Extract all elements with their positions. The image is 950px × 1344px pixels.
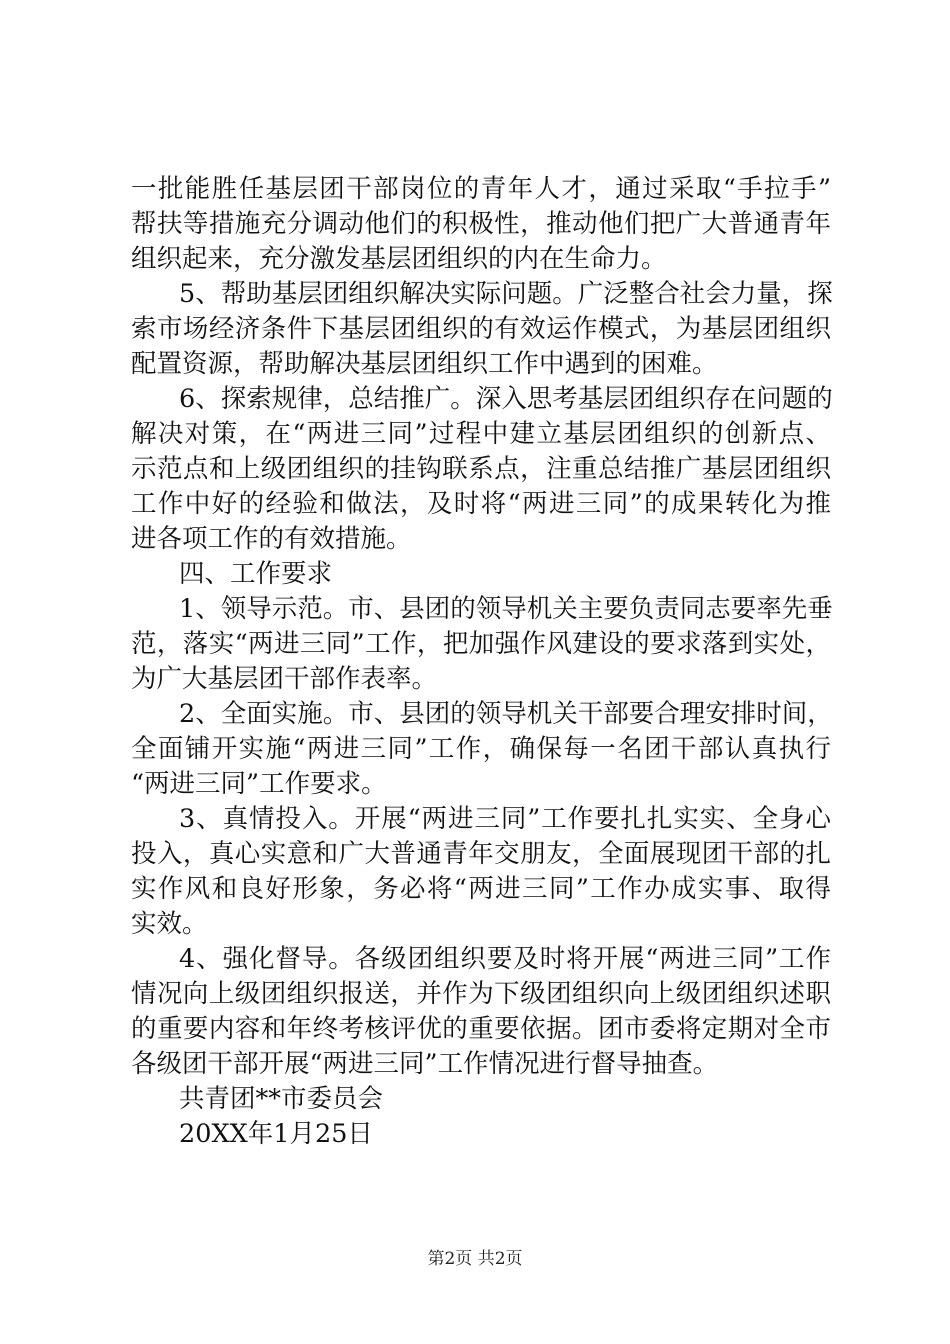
text-line: 进各项工作的有效措施。	[131, 524, 412, 554]
text-line: 索市场经济条件下基层团组织的有效运作模式，为基层团组织	[131, 314, 831, 344]
text-line: 四、工作要求	[179, 559, 333, 589]
text-line: 一批能胜任基层团干部岗位的青年人才，通过采取“手拉手”	[131, 174, 831, 204]
text-line: 2、全面实施。市、县团的领导机关干部要合理安排时间，	[179, 699, 833, 729]
text-line: “两进三同”工作要求。	[131, 769, 387, 799]
text-line: 解决对策，在“两进三同”过程中建立基层团组织的创新点、	[131, 419, 831, 449]
text-line: 1、领导示范。市、县团的领导机关主要负责同志要率先垂	[179, 594, 833, 624]
text-line: 共青团**市委员会	[179, 1084, 384, 1114]
text-line: 全面铺开实施“两进三同”工作，确保每一名团干部认真执行	[131, 734, 831, 764]
text-line: 20XX年1月25日	[179, 1119, 373, 1149]
text-line: 情况向上级团组织报送，并作为下级团组织向上级团组织述职	[131, 979, 831, 1009]
text-line: 帮扶等措施充分调动他们的积极性，推动他们把广大普通青年	[131, 209, 831, 239]
text-line: 3、真情投入。开展“两进三同”工作要扎扎实实、全身心	[179, 804, 831, 834]
text-line: 6、探索规律，总结推广。深入思考基层团组织存在问题的	[179, 384, 833, 414]
document-body	[131, 172, 831, 1152]
text-line: 配置资源，帮助解决基层团组织工作中遇到的困难。	[131, 349, 718, 379]
text-line: 组织起来，充分激发基层团组织的内在生命力。	[131, 244, 667, 274]
text-line: 4、强化督导。各级团组织要及时将开展“两进三同”工作	[179, 944, 831, 974]
text-line: 范，落实“两进三同”工作，把加强作风建设的要求落到实处，	[131, 629, 831, 659]
text-line: 的重要内容和年终考核评优的重要依据。团市委将定期对全市	[131, 1014, 831, 1044]
text-line: 5、帮助基层团组织解决实际问题。广泛整合社会力量，探	[179, 279, 833, 309]
text-line: 投入，真心实意和广大普通青年交朋友，全面展现团干部的扎	[131, 839, 831, 869]
text-line: 示范点和上级团组织的挂钩联系点，注重总结推广基层团组织	[131, 454, 831, 484]
text-line: 为广大基层团干部作表率。	[131, 664, 438, 694]
page-footer: 第2页 共2页	[427, 1249, 523, 1269]
text-line: 实作风和良好形象，务必将“两进三同”工作办成实事、取得	[131, 874, 831, 904]
text-line: 实效。	[131, 909, 208, 939]
text-line: 工作中好的经验和做法，及时将“两进三同”的成果转化为推	[131, 489, 831, 519]
text-line: 各级团干部开展“两进三同”工作情况进行督导抽查。	[131, 1049, 719, 1079]
